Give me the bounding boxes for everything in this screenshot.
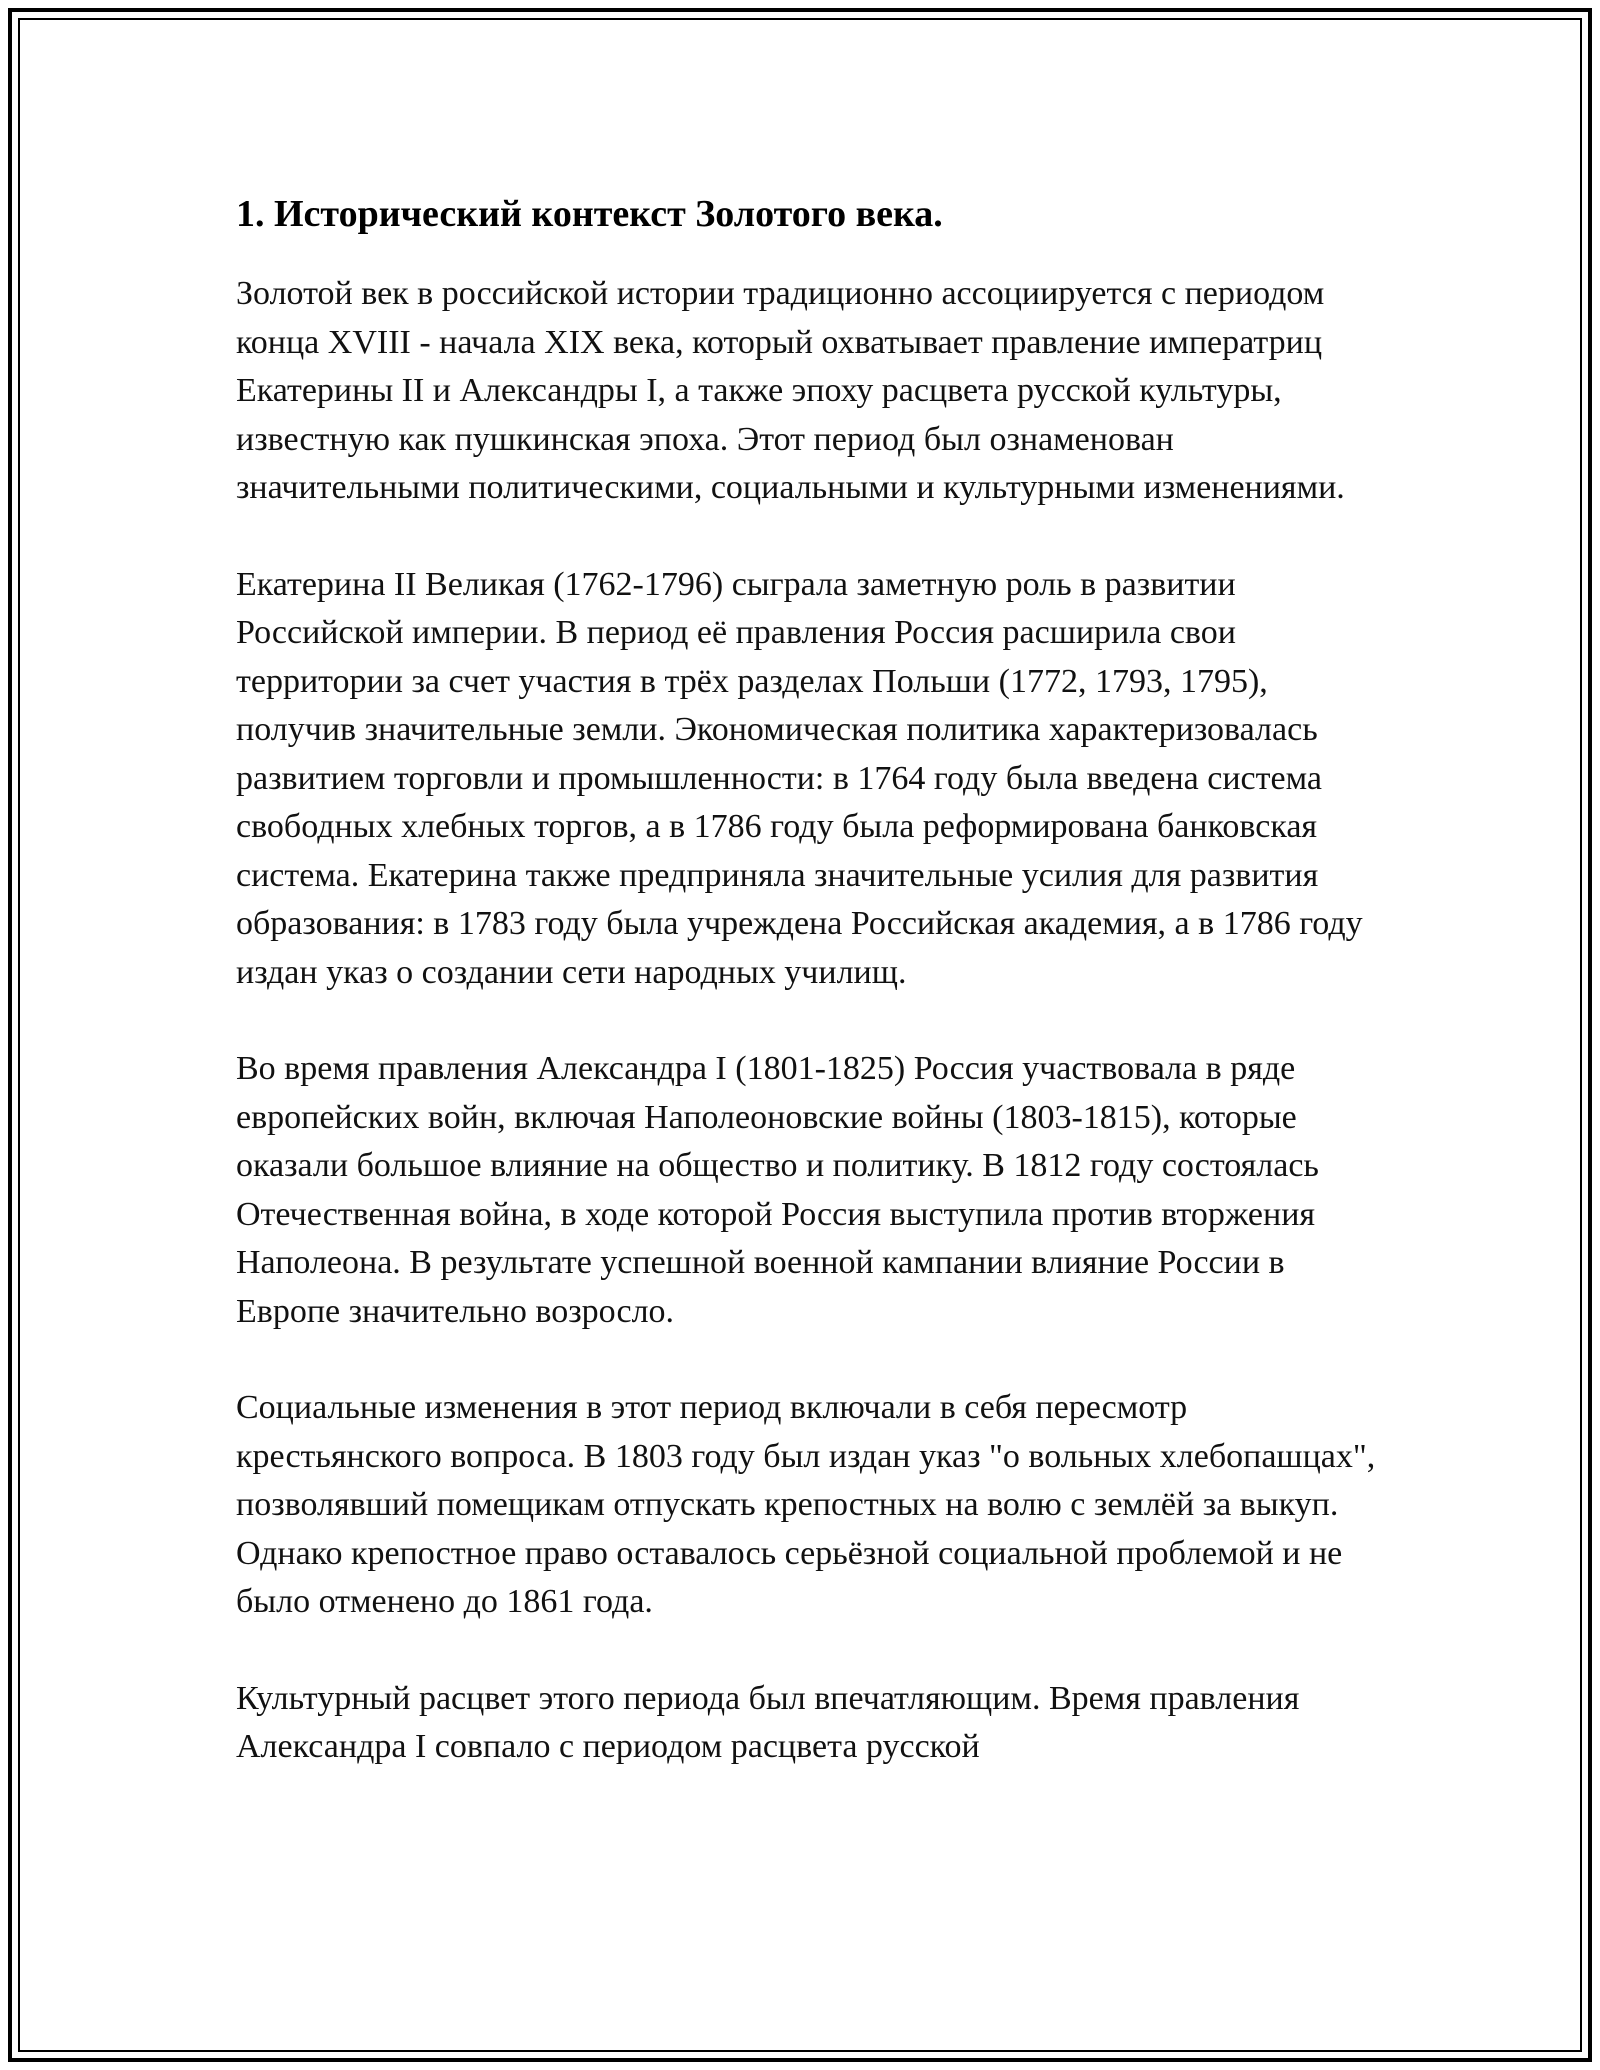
- paragraph-catherine: Екатерина II Великая (1762-1796) сыграла заметную роль в развитии Российской империи. В период её правления Россия расширила свои территории за счет участия в трёх разделах Польши (1772, 1793, 1795), получив значительные земли. Экономическая политика характеризовалась развитием торговли и промышленности: в 1764 году была введена система свободных хлебных торгов, а в 1786 году была реформирована банковская система. Екатерина также предприняла значительные усилия для развития образования: в 1783 году была учреждена Российская академия, а в 1786 году издан указ о создании сети народных училищ.: [236, 565, 1363, 991]
- paragraph-alexander: Во время правления Александра I (1801-1825) Россия участвовала в ряде европейских войн, включая Наполеоновские войны (1803-1815), которые оказали большое влияние на общество и политику. В 1812 году состоялась Отечественная война, в ходе которой Россия выступила против вторжения Наполеона. В результате успешной военной кампании влияние России в Европе значительно возросло.: [236, 1050, 1319, 1330]
- document-body: [236, 188, 1376, 1820]
- paragraph-culture: Культурный расцвет этого периода был впечатляющим. Время правления Александра I совпало с периодом расцвета русской: [236, 1679, 1300, 1765]
- section-title: 1. Исторический контекст Золотого века.: [236, 193, 943, 235]
- paragraph-social-changes: Социальные изменения в этот период включали в себя пересмотр крестьянского вопроса. В 1803 году был издан указ "о вольных хлебопашцах", позволявший помещикам отпускать крепостных на волю с землёй за выкуп. Однако крепостное право оставалось серьёзной социальной проблемой и не было отменено до 1861 года.: [236, 1389, 1376, 1620]
- paragraph-intro: Золотой век в российской истории традиционно ассоциируется с периодом конца XVIII - начала XIX века, который охватывает правление императриц Екатерины II и Александры I, а также эпоху расцвета русской культуры, известную как пушкинская эпоха. Этот период был ознаменован значительными политическими, социальными и культурными изменениями.: [236, 275, 1345, 506]
